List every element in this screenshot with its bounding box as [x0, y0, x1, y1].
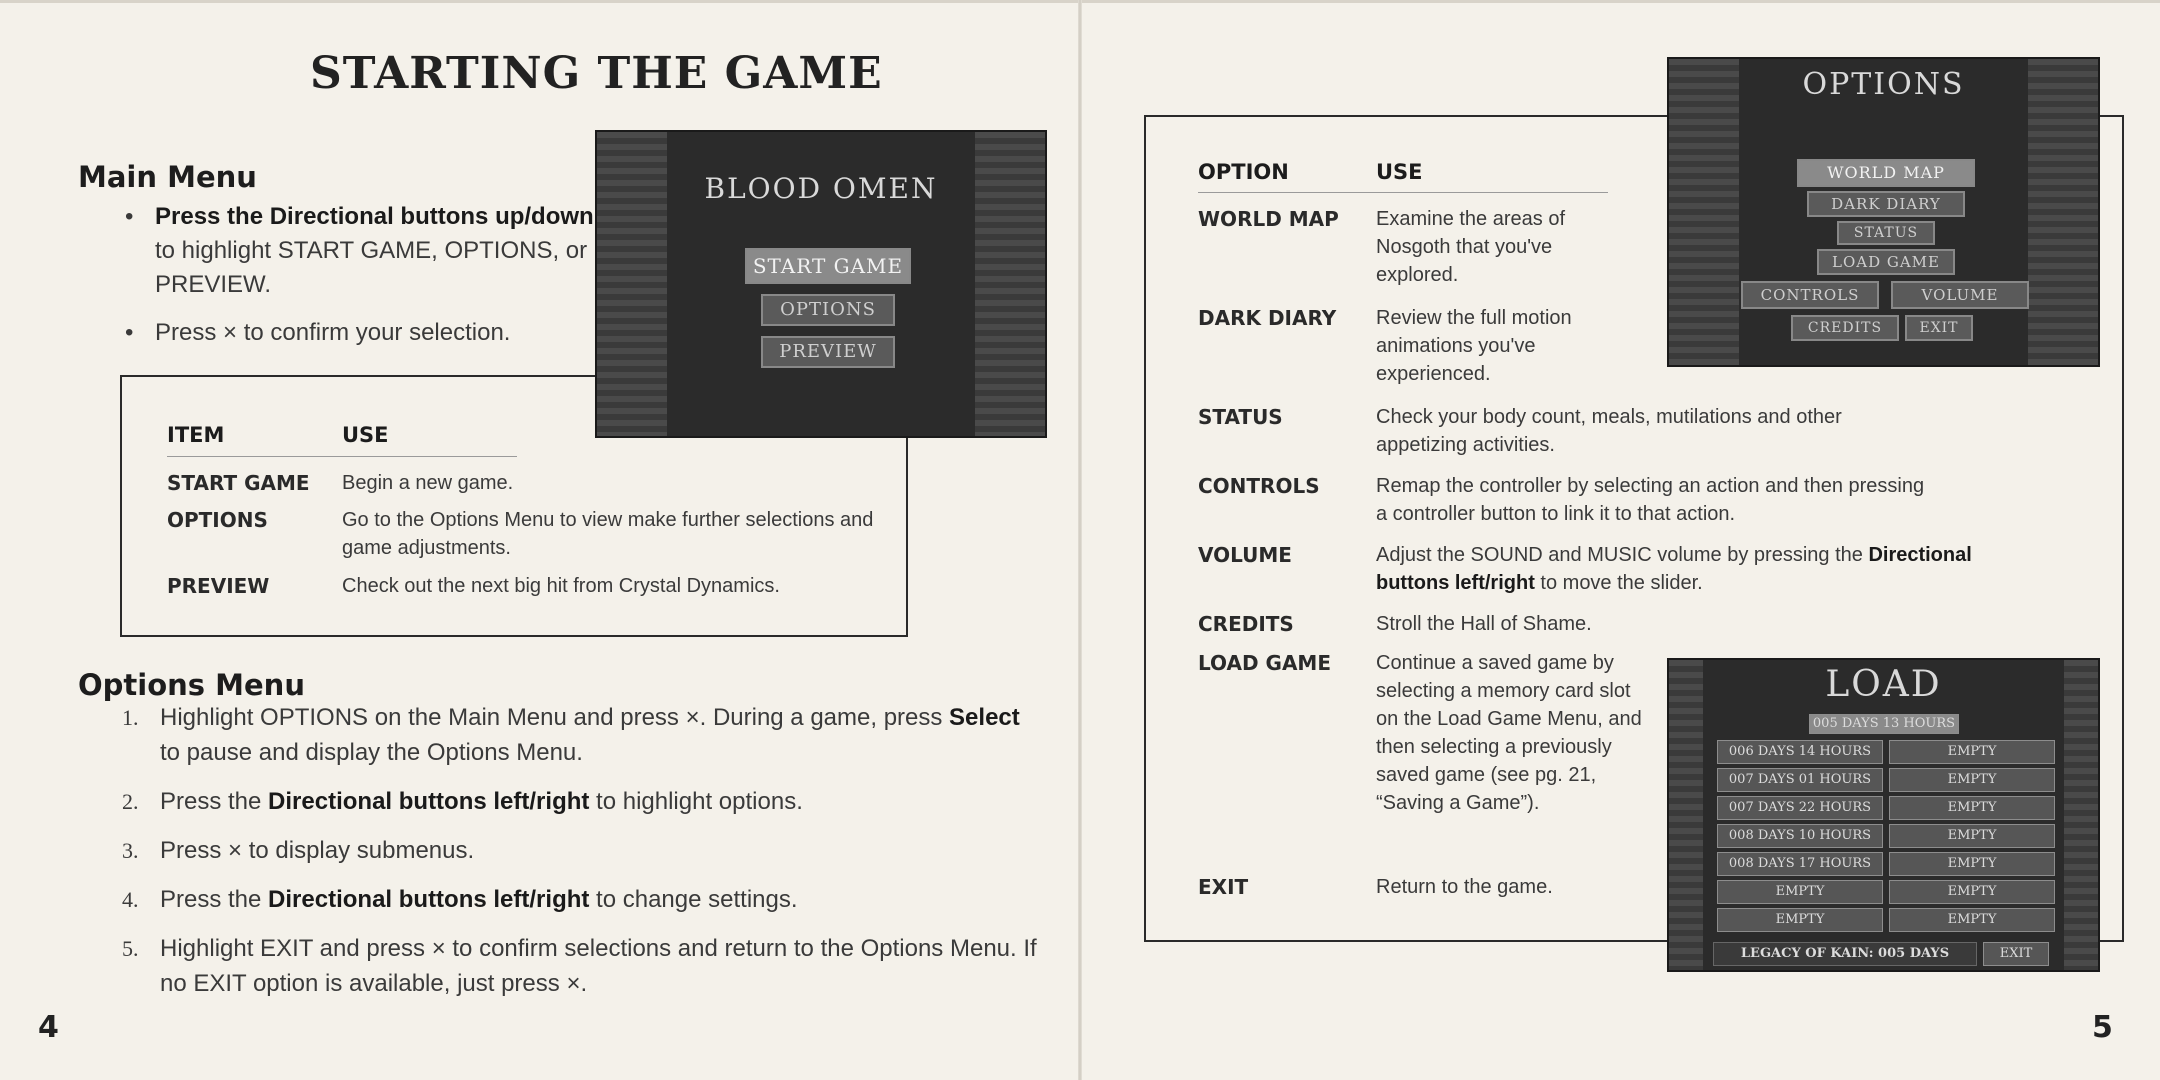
screen-menu-status: STATUS	[1837, 221, 1935, 245]
screen-menu-start-game: START GAME	[745, 248, 911, 284]
screen-title: BLOOD OMEN	[704, 172, 938, 205]
step-text: Press the	[160, 886, 269, 913]
screen-menu-controls: CONTROLS	[1741, 281, 1879, 309]
table-cell-use: Examine the areas of Nosgoth that you've explored.	[1376, 208, 1565, 286]
table-cell-item: OPTIONS	[167, 508, 268, 532]
load-slot: EMPTY	[1889, 824, 2055, 848]
bullet-text: Press × to confirm your selection.	[155, 319, 511, 346]
volume-use-text: to move the slider.	[1534, 572, 1703, 594]
table-cell-item: START GAME	[167, 471, 310, 495]
table-header-item: ITEM	[167, 423, 225, 447]
load-slot: 007 DAYS 22 HOURS	[1717, 796, 1883, 820]
frame-pillar-right	[2028, 59, 2098, 365]
screen-menu-preview: PREVIEW	[761, 336, 895, 368]
table-cell-option: EXIT	[1198, 875, 1249, 899]
load-slot: EMPTY	[1717, 880, 1883, 904]
blood-omen-screenshot	[595, 130, 1047, 438]
frame-pillar-left	[1669, 59, 1739, 365]
table-header-use: USE	[1376, 160, 1423, 184]
table-cell-use: Return to the game.	[1376, 876, 1553, 898]
screen-menu-dark-diary: DARK DIARY	[1807, 191, 1965, 217]
table-cell-item: PREVIEW	[167, 574, 270, 598]
load-slot: 007 DAYS 01 HOURS	[1717, 768, 1883, 792]
step-bold: Directional buttons left/right	[268, 886, 590, 913]
step-number: 5.	[122, 936, 139, 961]
load-slot: 008 DAYS 17 HOURS	[1717, 852, 1883, 876]
options-menu-heading: Options Menu	[78, 668, 305, 702]
step-text: Press × to display submenus.	[160, 837, 475, 864]
step-number: 1.	[122, 705, 139, 730]
table-header-option: OPTION	[1198, 160, 1289, 184]
table-cell-use: Stroll the Hall of Shame.	[1376, 613, 1592, 635]
screen-menu-world-map: WORLD MAP	[1797, 159, 1975, 187]
step-number: 3.	[122, 838, 139, 863]
bullet-item	[125, 316, 595, 350]
load-exit: EXIT	[1983, 942, 2049, 966]
load-slot: EMPTY	[1889, 908, 2055, 932]
step-text: Highlight OPTIONS on the Main Menu and press ×. During a game, press	[160, 704, 950, 731]
load-footer: LEGACY OF KAIN: 005 DAYS	[1713, 942, 1977, 966]
table-cell-option: CONTROLS	[1198, 474, 1320, 498]
table-cell-option: LOAD GAME	[1198, 651, 1331, 675]
step-text: Press the	[160, 788, 269, 815]
page-number-right: 5	[2092, 1010, 2113, 1045]
main-menu-bullets	[125, 200, 595, 364]
table-header-use: USE	[342, 423, 389, 447]
load-slot: 008 DAYS 10 HOURS	[1717, 824, 1883, 848]
options-screenshot	[1667, 57, 2100, 367]
screen-menu-options: OPTIONS	[761, 294, 895, 326]
table-cell-use	[1376, 541, 1976, 597]
bullet-bold: Press the Directional buttons up/down	[155, 203, 594, 230]
table-rule	[1198, 192, 1608, 193]
volume-use-text: Adjust the SOUND and MUSIC volume by pressing the	[1376, 544, 1869, 566]
step-number: 2.	[122, 789, 139, 814]
step-text: Highlight EXIT and press × to confirm selections and return to the Options Menu. If no EXIT option is available, just press ×.	[160, 935, 1037, 997]
table-cell-option: VOLUME	[1198, 543, 1292, 567]
table-rule	[167, 456, 517, 457]
screen-menu-volume: VOLUME	[1891, 281, 2029, 309]
step-item	[122, 931, 1042, 1001]
frame-pillar-right	[2064, 660, 2098, 970]
step-bold: Select	[949, 704, 1020, 731]
step-text: to pause and display the Options Menu.	[160, 739, 583, 766]
table-cell-option: STATUS	[1198, 405, 1283, 429]
load-screenshot	[1667, 658, 2100, 972]
table-cell-use: Check out the next big hit from Crystal Dynamics.	[342, 575, 780, 597]
table-cell-use: Remap the controller by selecting an action and then pressing a controller button to link it to that action.	[1376, 475, 1925, 525]
table-cell-use: Begin a new game.	[342, 472, 514, 494]
load-slot: EMPTY	[1889, 768, 2055, 792]
page-number-left: 4	[38, 1010, 59, 1045]
step-text: to highlight options.	[589, 788, 803, 815]
load-slot: EMPTY	[1889, 796, 2055, 820]
step-number: 4.	[122, 887, 139, 912]
load-slot: EMPTY	[1889, 852, 2055, 876]
volume-use-bold: Directional buttons left/right	[1376, 544, 1972, 594]
bullet-item	[125, 200, 595, 302]
table-cell-use: Go to the Options Menu to view make further selections and game adjustments.	[342, 509, 874, 559]
page-right	[1080, 0, 2160, 1080]
load-slot: EMPTY	[1889, 740, 2055, 764]
load-slot: 006 DAYS 14 HOURS	[1717, 740, 1883, 764]
load-slot: EMPTY	[1889, 880, 2055, 904]
frame-pillar-left	[1669, 660, 1703, 970]
load-slot-selected: 005 DAYS 13 HOURS	[1809, 714, 1959, 734]
screen-title: OPTIONS	[1802, 67, 1965, 102]
load-slot: EMPTY	[1717, 908, 1883, 932]
step-item	[122, 784, 1042, 819]
page-title: STARTING THE GAME	[310, 48, 883, 99]
bullet-text: to highlight START GAME, OPTIONS, or PREVIEW.	[155, 237, 588, 298]
step-text: to change settings.	[589, 886, 798, 913]
step-item	[122, 882, 1042, 917]
step-bold: Directional buttons left/right	[268, 788, 590, 815]
screen-menu-credits: CREDITS	[1791, 315, 1899, 341]
screen-title: LOAD	[1825, 664, 1942, 705]
table-cell-use: Review the full motion animations you've experienced.	[1376, 307, 1572, 385]
step-item	[122, 833, 1042, 868]
table-cell-option: WORLD MAP	[1198, 207, 1339, 231]
screen-menu-exit: EXIT	[1905, 315, 1973, 341]
table-cell-use: Check your body count, meals, mutilations and other appetizing activities.	[1376, 406, 1842, 456]
table-cell-option: CREDITS	[1198, 612, 1294, 636]
options-steps	[122, 700, 1042, 1015]
table-cell-option: DARK DIARY	[1198, 306, 1337, 330]
screen-menu-load-game: LOAD GAME	[1817, 249, 1955, 275]
step-item	[122, 700, 1042, 770]
table-cell-use: Continue a saved game by selecting a memory card slot on the Load Game Menu, and then selecting a previously saved game (see pg. 21, “Saving a Game”).	[1376, 652, 1642, 814]
main-menu-heading: Main Menu	[78, 160, 257, 194]
